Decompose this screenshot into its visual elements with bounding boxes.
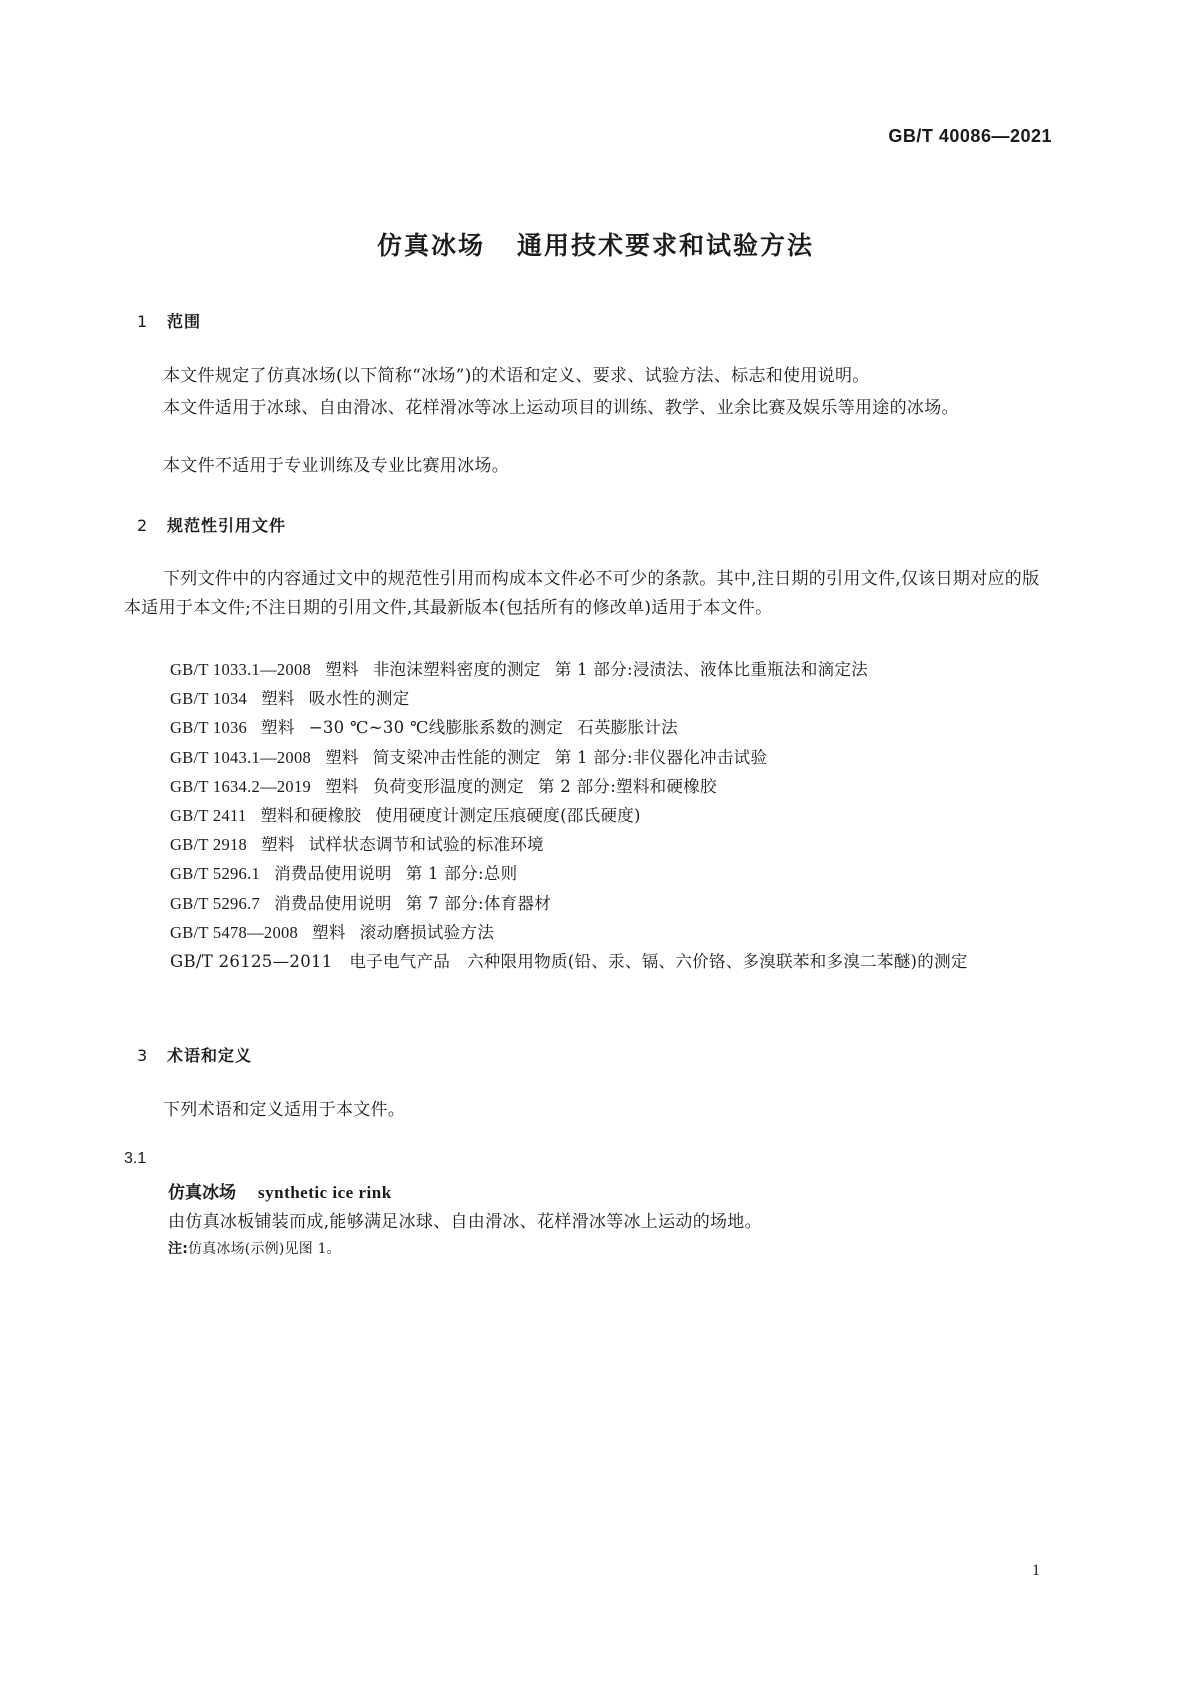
reference-item xyxy=(170,659,1060,681)
reference-title-part: 塑料 xyxy=(312,922,346,942)
section-number: 2 xyxy=(137,516,149,535)
paragraph: 本文件不适用于专业训练及专业比赛用冰场。 xyxy=(163,456,509,476)
reference-title-part: 第 2 部分:塑料和硬橡胶 xyxy=(537,776,717,796)
reference-code: GB/T 5296.7 xyxy=(170,893,261,913)
reference-title-part: 塑料 xyxy=(325,776,359,796)
reference-title-part: 第 1 部分:浸渍法、液体比重瓶法和滴定法 xyxy=(554,660,869,679)
section-2-heading xyxy=(137,513,286,536)
paragraph: 本文件规定了仿真冰场(以下简称“冰场”)的术语和定义、要求、试验方法、标志和使用说明。 xyxy=(163,366,870,386)
reference-item xyxy=(170,834,1060,856)
term-definition: 由仿真冰板铺装而成,能够满足冰球、自由滑冰、花样滑冰等冰上运动的场地。 xyxy=(168,1212,762,1232)
page-number: 1 xyxy=(1032,1562,1040,1579)
reference-code: GB/T 2918 xyxy=(170,835,248,855)
paragraph: 下列术语和定义适用于本文件。 xyxy=(163,1100,406,1120)
reference-title-part: 塑料 xyxy=(261,718,295,738)
section-title: 规范性引用文件 xyxy=(167,516,287,535)
term-entry xyxy=(168,1178,392,1203)
note-text: 仿真冰场(示例)见图 1。 xyxy=(188,1241,341,1257)
reference-title-part: 第 1 部分:总则 xyxy=(405,864,518,884)
reference-title-part: 非泡沫塑料密度的测定 xyxy=(372,660,541,679)
reference-item xyxy=(170,893,1060,915)
reference-title-part: 简支梁冲击性能的测定 xyxy=(372,747,541,767)
paragraph: 下列文件中的内容通过文中的规范性引用而构成本文件必不可少的条款。其中,注日期的引用文件,仅该日期对应的版本适用于本文件;不注日期的引用文件,其最新版本(包括所有的修改单)适用于本文件。 xyxy=(124,569,1040,618)
reference-title-part: 塑料和硬橡胶 xyxy=(260,806,362,825)
reference-code: GB/T 2411 xyxy=(170,806,247,825)
reference-item xyxy=(170,688,1060,710)
reference-code: GB/T 5478—2008 xyxy=(170,922,299,942)
section-number: 3 xyxy=(137,1046,149,1065)
reference-title-part: 塑料 xyxy=(261,689,295,709)
paragraph: 本文件适用于冰球、自由滑冰、花样滑冰等冰上运动项目的训练、教学、业余比赛及娱乐等用途的冰场。 xyxy=(163,398,959,418)
reference-title-part: 吸水性的测定 xyxy=(308,689,410,709)
section-1-heading xyxy=(137,309,201,332)
term-en: synthetic ice rink xyxy=(258,1183,392,1202)
reference-item xyxy=(170,717,1060,739)
reference-code: GB/T 1034 xyxy=(170,689,248,709)
reference-title-part: 塑料 xyxy=(261,835,295,855)
reference-title-part: 第 7 部分:体育器材 xyxy=(405,893,552,913)
note xyxy=(168,1238,341,1258)
reference-title-part: 石英膨胀计法 xyxy=(577,718,678,738)
note-label: 注: xyxy=(168,1241,188,1257)
reference-item xyxy=(170,922,1060,944)
reference-title-part: 消费品使用说明 xyxy=(274,893,392,913)
reference-item xyxy=(170,747,1060,769)
reference-title-part: 使用硬度计测定压痕硬度(邵氏硬度) xyxy=(375,806,641,825)
reference-item: GB/T 26125—2011 电子电气产品 六种限用物质(铅、汞、镉、六价铬、多溴联苯和多溴二苯醚)的测定 xyxy=(170,952,968,971)
reference-title-part: 塑料 xyxy=(325,747,359,767)
section-title: 术语和定义 xyxy=(167,1046,253,1065)
reference-title-part: 滚动磨损试验方法 xyxy=(359,922,495,942)
section-3-heading xyxy=(137,1043,252,1066)
reference-title-part: 消费品使用说明 xyxy=(274,864,392,884)
reference-code: GB/T 1036 xyxy=(170,718,248,738)
reference-code: GB/T 1634.2—2019 xyxy=(170,776,312,796)
reference-code: GB/T 5296.1 xyxy=(170,864,261,884)
reference-title-part: 第 1 部分:非仪器化冲击试验 xyxy=(554,747,768,767)
reference-title-part: 负荷变形温度的测定 xyxy=(372,776,524,796)
title-part-2: 通用技术要求和试验方法 xyxy=(517,231,815,260)
reference-title-part: 试样状态调节和试验的标准环境 xyxy=(308,835,544,855)
reference-title-part: 塑料 xyxy=(325,660,359,679)
reference-code: GB/T 1043.1—2008 xyxy=(170,747,312,767)
reference-title-part: −30 ℃~30 ℃线膨胀系数的测定 xyxy=(308,718,564,738)
reference-item xyxy=(170,805,1060,827)
term-number: 3.1 xyxy=(124,1150,147,1167)
reference-code: GB/T 1033.1—2008 xyxy=(170,660,312,679)
document-title xyxy=(0,226,1191,262)
term-zh: 仿真冰场 xyxy=(168,1183,236,1203)
section-number: 1 xyxy=(137,312,149,331)
title-part-1: 仿真冰场 xyxy=(376,231,485,260)
section-title: 范围 xyxy=(167,312,202,331)
reference-item xyxy=(170,776,1060,798)
reference-item xyxy=(170,863,1060,885)
standard-code: GB/T 40086—2021 xyxy=(888,126,1052,146)
